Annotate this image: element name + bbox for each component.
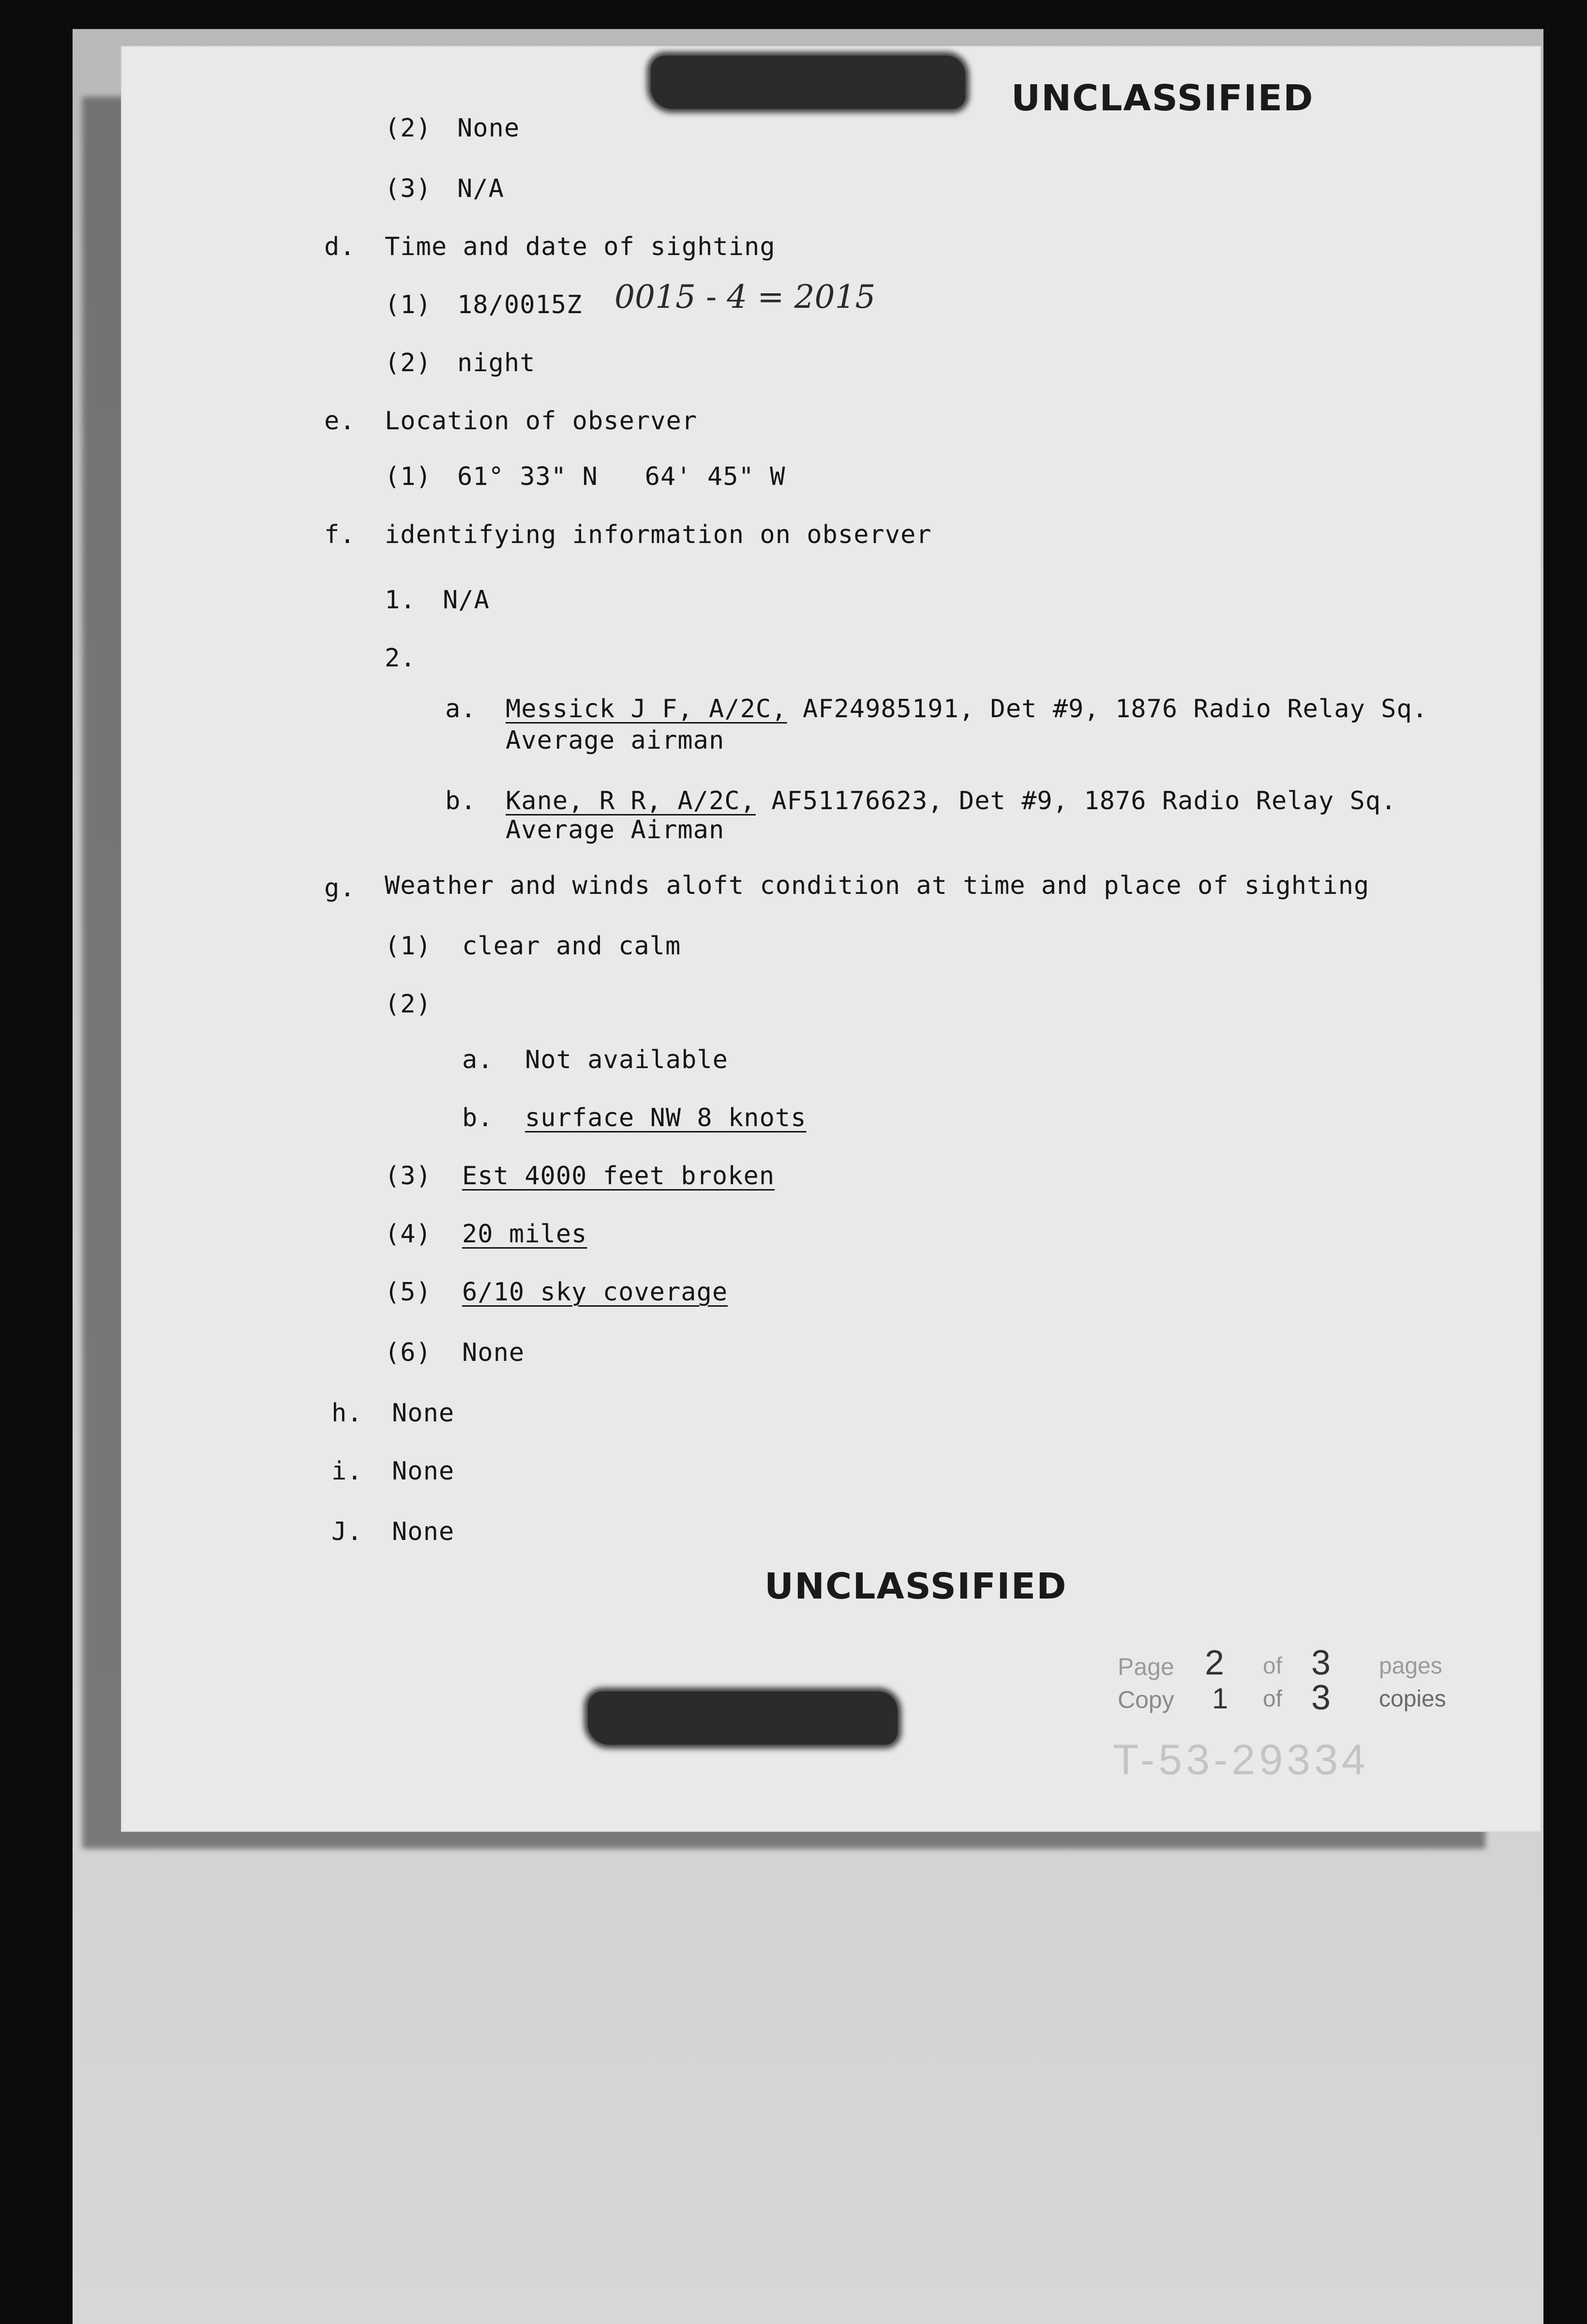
item-f2a-label: a. [445, 694, 477, 724]
observer-2-name: Kane, R R, A/2C, [506, 786, 756, 815]
item-g4-number: (4) [385, 1220, 432, 1249]
section-j-text: None [392, 1517, 455, 1546]
copy-total: 3 [1311, 1678, 1331, 1717]
observer-1-details: AF24985191, Det #9, 1876 Radio Relay Sq. [787, 694, 1428, 724]
observer-1-name: Messick J F, A/2C, [506, 694, 787, 724]
item-f1-number: 1. [385, 586, 416, 615]
item-g6-text: None [462, 1338, 525, 1367]
item-f2b-line [506, 786, 1396, 815]
copy-of: of [1263, 1686, 1283, 1712]
item-c3-text: N/A [457, 174, 504, 203]
document-serial: T-53-29334 [1113, 1735, 1370, 1783]
item-f2a-line [506, 694, 1428, 724]
copies-word: copies [1379, 1686, 1446, 1712]
page-of: of [1263, 1653, 1283, 1679]
item-d1-text: 18/0015Z [457, 290, 583, 319]
page-number: 2 [1205, 1644, 1225, 1682]
redaction-bottom [588, 1691, 898, 1745]
section-e-heading: Location of observer [385, 407, 698, 436]
section-e-label: e. [324, 407, 356, 436]
section-i-label: i. [331, 1457, 363, 1486]
item-c2-text: None [457, 114, 520, 143]
item-g3-text: Est 4000 feet broken [462, 1162, 775, 1191]
item-c3-number: (3) [385, 174, 432, 203]
page-word: Page [1118, 1653, 1174, 1680]
section-f-label: f. [324, 520, 356, 549]
item-d2-text: night [457, 348, 536, 377]
handwritten-time-note: 0015 - 4 = 2015 [614, 278, 876, 316]
item-c2-number: (2) [385, 114, 432, 143]
item-f2-number: 2. [385, 644, 416, 673]
item-d1-number: (1) [385, 290, 432, 319]
section-i-text: None [392, 1457, 455, 1486]
item-g2b-text: surface NW 8 knots [525, 1103, 807, 1132]
item-g2-number: (2) [385, 990, 432, 1019]
section-g-label: g. [324, 874, 356, 903]
section-f-heading: identifying information on observer [385, 520, 932, 549]
observer-2-details: AF51176623, Det #9, 1876 Radio Relay Sq. [755, 786, 1397, 815]
section-h-label: h. [331, 1399, 363, 1428]
section-j-label: J. [331, 1517, 363, 1546]
item-f2b-label: b. [445, 786, 477, 815]
item-f1-text: N/A [443, 586, 490, 615]
page-copy-stamp [1113, 1644, 1456, 1798]
item-g4-text: 20 miles [462, 1220, 587, 1249]
classification-stamp-top: UNCLASSIFIED [1011, 77, 1314, 119]
classification-stamp-bottom: UNCLASSIFIED [764, 1566, 1067, 1607]
item-g2b-label: b. [462, 1103, 494, 1132]
item-d2-number: (2) [385, 348, 432, 377]
observer-1-assessment: Average airman [506, 726, 725, 755]
observer-2-assessment: Average Airman [506, 815, 725, 845]
copy-number: 1 [1212, 1682, 1228, 1715]
section-g-heading: Weather and winds aloft condition at time and place of sighting [385, 871, 1370, 900]
item-e1-text: 61° 33" N 64' 45" W [457, 462, 786, 491]
item-g1-number: (1) [385, 932, 432, 961]
item-g6-number: (6) [385, 1338, 432, 1367]
item-e1-number: (1) [385, 462, 432, 491]
pages-word: pages [1379, 1653, 1442, 1679]
page-total: 3 [1311, 1644, 1331, 1682]
document-page [121, 46, 1541, 1832]
item-g5-text: 6/10 sky coverage [462, 1278, 728, 1307]
item-g3-number: (3) [385, 1162, 432, 1191]
item-g2a-text: Not available [525, 1045, 728, 1074]
section-d-label: d. [324, 232, 356, 261]
copy-word: Copy [1118, 1686, 1174, 1713]
item-g1-text: clear and calm [462, 932, 681, 961]
section-h-text: None [392, 1399, 455, 1428]
item-g2a-label: a. [462, 1045, 494, 1074]
redaction-top [651, 56, 965, 109]
section-d-heading: Time and date of sighting [385, 232, 776, 261]
item-g5-number: (5) [385, 1278, 432, 1307]
